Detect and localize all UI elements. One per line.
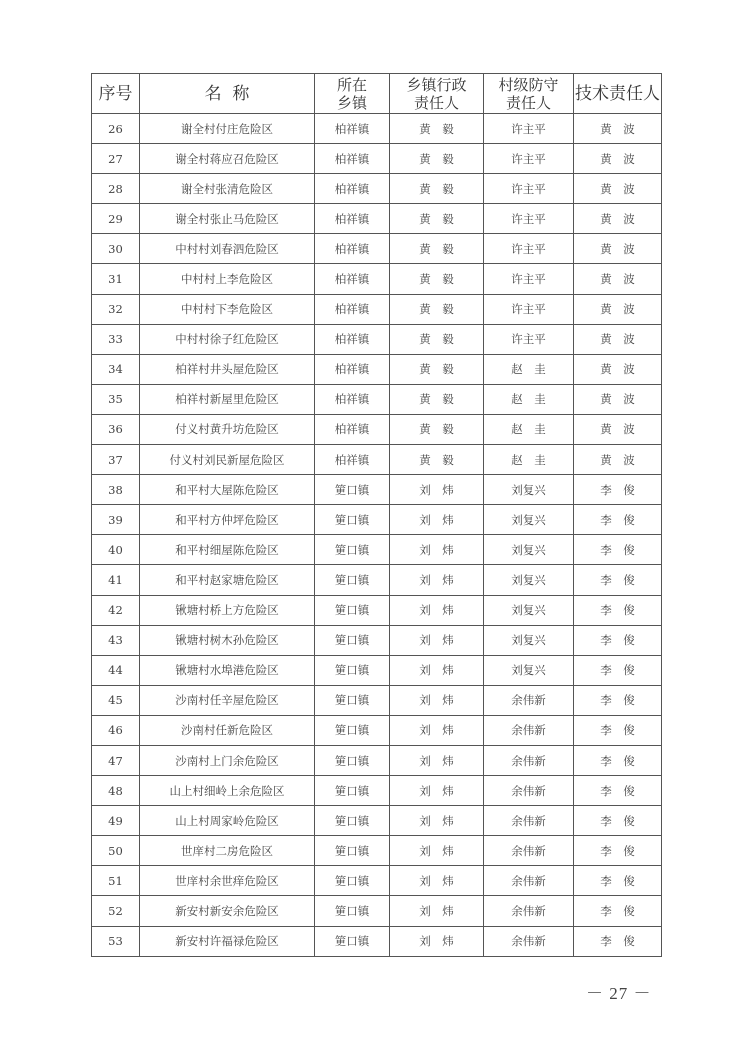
cell-name: 和平村方仲坪危险区	[140, 505, 315, 535]
table-row	[92, 565, 662, 595]
cell-town: 柏祥镇	[315, 294, 390, 324]
cell-name: 中村村下李危险区	[140, 294, 315, 324]
table-header-row	[92, 74, 662, 114]
cell-name: 中村村徐子红危险区	[140, 324, 315, 354]
cell-town: 筻口镇	[315, 715, 390, 745]
cell-admin: 黄 毅	[390, 324, 484, 354]
cell-admin: 刘 炜	[390, 685, 484, 715]
cell-no: 49	[92, 806, 140, 836]
cell-town: 筻口镇	[315, 475, 390, 505]
cell-tech: 李 俊	[574, 565, 662, 595]
cell-village: 刘复兴	[484, 475, 574, 505]
table-row	[92, 655, 662, 685]
cell-name: 谢全村付庄危险区	[140, 114, 315, 144]
cell-tech: 李 俊	[574, 625, 662, 655]
cell-admin: 黄 毅	[390, 174, 484, 204]
cell-town: 柏祥镇	[315, 234, 390, 264]
cell-no: 37	[92, 445, 140, 475]
cell-name: 山上村周家岭危险区	[140, 806, 315, 836]
cell-village: 余伟新	[484, 896, 574, 926]
header-admin-line1: 乡镇行政	[406, 75, 467, 94]
cell-tech: 李 俊	[574, 685, 662, 715]
table-row	[92, 625, 662, 655]
cell-town: 筻口镇	[315, 655, 390, 685]
table-row	[92, 234, 662, 264]
cell-village: 赵 圭	[484, 445, 574, 475]
cell-name: 和平村大屋陈危险区	[140, 475, 315, 505]
cell-admin: 刘 炜	[390, 896, 484, 926]
cell-village: 许主平	[484, 144, 574, 174]
cell-tech: 李 俊	[574, 715, 662, 745]
table-row	[92, 806, 662, 836]
cell-tech: 黄 波	[574, 294, 662, 324]
cell-village: 许主平	[484, 174, 574, 204]
header-no: 序号	[92, 74, 140, 114]
cell-village: 余伟新	[484, 836, 574, 866]
cell-name: 中村村刘春泗危险区	[140, 234, 315, 264]
cell-no: 50	[92, 836, 140, 866]
table-row	[92, 535, 662, 565]
table-row	[92, 866, 662, 896]
table-row	[92, 505, 662, 535]
header-town-line1: 所在	[336, 75, 367, 94]
cell-admin: 刘 炜	[390, 655, 484, 685]
header-village-line2: 责任人	[505, 93, 551, 112]
header-town	[315, 74, 390, 114]
cell-no: 51	[92, 866, 140, 896]
cell-village: 许主平	[484, 294, 574, 324]
cell-village: 赵 圭	[484, 384, 574, 414]
cell-town: 筻口镇	[315, 565, 390, 595]
cell-town: 筻口镇	[315, 685, 390, 715]
cell-town: 柏祥镇	[315, 384, 390, 414]
cell-town: 柏祥镇	[315, 264, 390, 294]
cell-village: 刘复兴	[484, 625, 574, 655]
header-village	[484, 74, 574, 114]
cell-admin: 黄 毅	[390, 294, 484, 324]
cell-no: 43	[92, 625, 140, 655]
cell-admin: 黄 毅	[390, 384, 484, 414]
table-row	[92, 174, 662, 204]
table-row	[92, 776, 662, 806]
cell-admin: 刘 炜	[390, 475, 484, 505]
cell-village: 刘复兴	[484, 535, 574, 565]
cell-no: 53	[92, 926, 140, 956]
cell-name: 锹塘村水埠港危险区	[140, 655, 315, 685]
cell-name: 沙南村任新危险区	[140, 715, 315, 745]
cell-village: 余伟新	[484, 685, 574, 715]
cell-tech: 黄 波	[574, 414, 662, 444]
cell-name: 谢全村张止马危险区	[140, 204, 315, 234]
cell-tech: 李 俊	[574, 655, 662, 685]
header-admin	[390, 74, 484, 114]
cell-admin: 黄 毅	[390, 354, 484, 384]
cell-no: 28	[92, 174, 140, 204]
cell-village: 刘复兴	[484, 595, 574, 625]
cell-no: 32	[92, 294, 140, 324]
table-row	[92, 836, 662, 866]
cell-admin: 刘 炜	[390, 565, 484, 595]
cell-no: 27	[92, 144, 140, 174]
cell-tech: 黄 波	[574, 354, 662, 384]
cell-town: 筻口镇	[315, 866, 390, 896]
table-row	[92, 926, 662, 956]
cell-town: 柏祥镇	[315, 354, 390, 384]
cell-name: 付义村刘民新屋危险区	[140, 445, 315, 475]
cell-name: 和平村赵家塘危险区	[140, 565, 315, 595]
cell-tech: 黄 波	[574, 384, 662, 414]
cell-no: 31	[92, 264, 140, 294]
cell-tech: 黄 波	[574, 204, 662, 234]
cell-village: 许主平	[484, 324, 574, 354]
responsibility-table	[91, 73, 662, 957]
cell-no: 40	[92, 535, 140, 565]
cell-village: 余伟新	[484, 926, 574, 956]
cell-admin: 黄 毅	[390, 264, 484, 294]
cell-no: 47	[92, 745, 140, 775]
cell-village: 赵 圭	[484, 354, 574, 384]
cell-admin: 刘 炜	[390, 715, 484, 745]
table-row	[92, 114, 662, 144]
cell-tech: 黄 波	[574, 114, 662, 144]
table-row	[92, 204, 662, 234]
cell-town: 柏祥镇	[315, 324, 390, 354]
cell-village: 余伟新	[484, 866, 574, 896]
table-row	[92, 475, 662, 505]
cell-no: 38	[92, 475, 140, 505]
cell-admin: 黄 毅	[390, 234, 484, 264]
cell-no: 48	[92, 776, 140, 806]
cell-village: 余伟新	[484, 715, 574, 745]
cell-admin: 刘 炜	[390, 745, 484, 775]
cell-admin: 黄 毅	[390, 114, 484, 144]
cell-admin: 刘 炜	[390, 505, 484, 535]
cell-town: 筻口镇	[315, 806, 390, 836]
cell-tech: 李 俊	[574, 926, 662, 956]
cell-no: 45	[92, 685, 140, 715]
cell-tech: 黄 波	[574, 174, 662, 204]
cell-town: 筻口镇	[315, 776, 390, 806]
cell-village: 许主平	[484, 204, 574, 234]
header-tech: 技术责任人	[574, 74, 662, 114]
table-row	[92, 414, 662, 444]
cell-name: 世庠村余世痒危险区	[140, 866, 315, 896]
cell-village: 许主平	[484, 234, 574, 264]
cell-tech: 李 俊	[574, 896, 662, 926]
page-number: － 27 －	[586, 984, 652, 1003]
cell-name: 谢全村张清危险区	[140, 174, 315, 204]
header-name-text: 名 称	[204, 83, 250, 104]
cell-name: 付义村黄升坊危险区	[140, 414, 315, 444]
cell-village: 余伟新	[484, 776, 574, 806]
cell-town: 筻口镇	[315, 535, 390, 565]
table-row	[92, 896, 662, 926]
cell-town: 筻口镇	[315, 745, 390, 775]
header-town-line2: 乡镇	[336, 93, 367, 112]
table-row	[92, 595, 662, 625]
table-row	[92, 384, 662, 414]
cell-admin: 刘 炜	[390, 535, 484, 565]
cell-admin: 黄 毅	[390, 144, 484, 174]
table-row	[92, 745, 662, 775]
cell-no: 33	[92, 324, 140, 354]
cell-tech: 李 俊	[574, 836, 662, 866]
cell-tech: 李 俊	[574, 806, 662, 836]
cell-village: 许主平	[484, 114, 574, 144]
cell-tech: 黄 波	[574, 144, 662, 174]
cell-tech: 黄 波	[574, 264, 662, 294]
cell-village: 刘复兴	[484, 505, 574, 535]
cell-town: 筻口镇	[315, 625, 390, 655]
cell-village: 余伟新	[484, 745, 574, 775]
cell-tech: 李 俊	[574, 535, 662, 565]
cell-no: 35	[92, 384, 140, 414]
cell-no: 42	[92, 595, 140, 625]
cell-town: 柏祥镇	[315, 414, 390, 444]
cell-village: 刘复兴	[484, 565, 574, 595]
cell-admin: 黄 毅	[390, 445, 484, 475]
cell-town: 筻口镇	[315, 926, 390, 956]
header-name	[140, 74, 315, 114]
cell-tech: 黄 波	[574, 234, 662, 264]
cell-town: 柏祥镇	[315, 144, 390, 174]
cell-town: 筻口镇	[315, 836, 390, 866]
cell-town: 柏祥镇	[315, 174, 390, 204]
cell-no: 36	[92, 414, 140, 444]
cell-name: 谢全村蒋应召危险区	[140, 144, 315, 174]
cell-village: 余伟新	[484, 806, 574, 836]
cell-town: 柏祥镇	[315, 204, 390, 234]
cell-tech: 李 俊	[574, 866, 662, 896]
cell-no: 44	[92, 655, 140, 685]
cell-town: 筻口镇	[315, 896, 390, 926]
cell-name: 中村村上李危险区	[140, 264, 315, 294]
table-row	[92, 144, 662, 174]
table-row	[92, 445, 662, 475]
header-village-line1: 村级防守	[498, 75, 559, 94]
cell-name: 世庠村二房危险区	[140, 836, 315, 866]
cell-admin: 刘 炜	[390, 625, 484, 655]
cell-name: 和平村细屋陈危险区	[140, 535, 315, 565]
cell-name: 山上村细岭上余危险区	[140, 776, 315, 806]
table-row	[92, 354, 662, 384]
table-body	[92, 114, 662, 957]
cell-name: 新安村新安余危险区	[140, 896, 315, 926]
cell-admin: 刘 炜	[390, 776, 484, 806]
cell-tech: 李 俊	[574, 595, 662, 625]
cell-village: 赵 圭	[484, 414, 574, 444]
cell-name: 柏祥村井头屋危险区	[140, 354, 315, 384]
cell-admin: 刘 炜	[390, 866, 484, 896]
cell-admin: 刘 炜	[390, 806, 484, 836]
cell-name: 锹塘村树木孙危险区	[140, 625, 315, 655]
cell-no: 52	[92, 896, 140, 926]
cell-tech: 李 俊	[574, 776, 662, 806]
cell-name: 沙南村任辛屋危险区	[140, 685, 315, 715]
cell-name: 柏祥村新屋里危险区	[140, 384, 315, 414]
table-row	[92, 715, 662, 745]
cell-village: 许主平	[484, 264, 574, 294]
cell-town: 柏祥镇	[315, 114, 390, 144]
cell-village: 刘复兴	[484, 655, 574, 685]
cell-no: 41	[92, 565, 140, 595]
cell-tech: 李 俊	[574, 505, 662, 535]
cell-tech: 李 俊	[574, 475, 662, 505]
table-row	[92, 685, 662, 715]
cell-admin: 刘 炜	[390, 595, 484, 625]
cell-name: 新安村许福禄危险区	[140, 926, 315, 956]
cell-town: 筻口镇	[315, 505, 390, 535]
cell-no: 39	[92, 505, 140, 535]
cell-admin: 黄 毅	[390, 414, 484, 444]
table-row	[92, 324, 662, 354]
table-row	[92, 294, 662, 324]
cell-tech: 黄 波	[574, 445, 662, 475]
cell-no: 46	[92, 715, 140, 745]
cell-admin: 黄 毅	[390, 204, 484, 234]
cell-no: 34	[92, 354, 140, 384]
cell-town: 筻口镇	[315, 595, 390, 625]
cell-name: 锹塘村桥上方危险区	[140, 595, 315, 625]
cell-tech: 李 俊	[574, 745, 662, 775]
cell-no: 29	[92, 204, 140, 234]
cell-name: 沙南村上门余危险区	[140, 745, 315, 775]
cell-no: 26	[92, 114, 140, 144]
table-row	[92, 264, 662, 294]
cell-admin: 刘 炜	[390, 926, 484, 956]
cell-town: 柏祥镇	[315, 445, 390, 475]
header-admin-line2: 责任人	[413, 93, 459, 112]
cell-admin: 刘 炜	[390, 836, 484, 866]
cell-tech: 黄 波	[574, 324, 662, 354]
cell-no: 30	[92, 234, 140, 264]
